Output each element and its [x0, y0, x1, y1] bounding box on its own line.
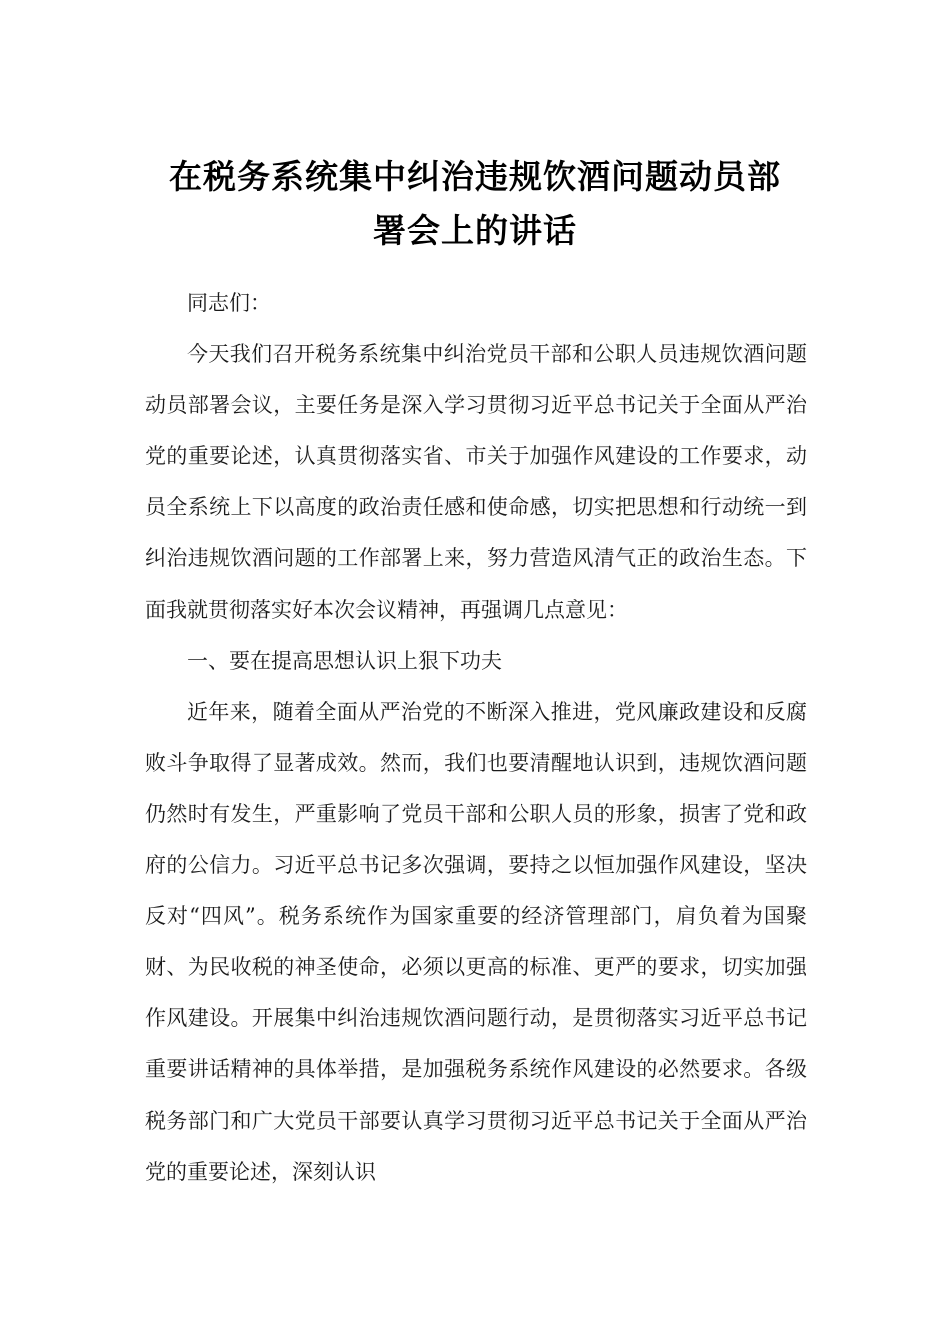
section-heading-1: 一、要在提高思想认识上狠下功夫 [187, 648, 502, 673]
greeting: 同志们： [187, 291, 271, 315]
document-body [145, 278, 807, 1198]
paragraph-intro: 今天我们召开税务系统集中纠治党员干部和公职人员违规饮酒问题动员部署会议，主要任务是深入学习贯彻习近平总书记关于全面从严治党的重要论述，认真贯彻落实省、市关于加强作风建设的工作要求，动员全系统上下以高度的政治责任感和使命感，切实把思想和行动统一到纠治违规饮酒问题的工作部署上来，努力营造风清气正的政治生态。下面我就贯彻落实好本次会议精神，再强调几点意见： [145, 342, 807, 622]
document-title [130, 150, 820, 258]
document-title-line-2: 署会上的讲话 [373, 211, 577, 251]
paragraph-section-1: 近年来，随着全面从严治党的不断深入推进，党风廉政建设和反腐败斗争取得了显著成效。然而，我们也要清醒地认识到，违规饮酒问题仍然时有发生，严重影响了党员干部和公职人员的形象，损害了党和政府的公信力。习近平总书记多次强调，要持之以恒加强作风建设，坚决反对“四风”。税务系统作为国家重要的经济管理部门，肩负着为国聚财、为民收税的神圣使命，必须以更高的标准、更严的要求，切实加强作风建设。开展集中纠治违规饮酒问题行动，是贯彻落实习近平总书记重要讲话精神的具体举措，是加强税务系统作风建设的必然要求。各级税务部门和广大党员干部要认真学习贯彻习近平总书记关于全面从严治党的重要论述，深刻认识 [145, 699, 807, 1184]
document-title-line-1: 在税务系统集中纠治违规饮酒问题动员部 [169, 157, 781, 197]
